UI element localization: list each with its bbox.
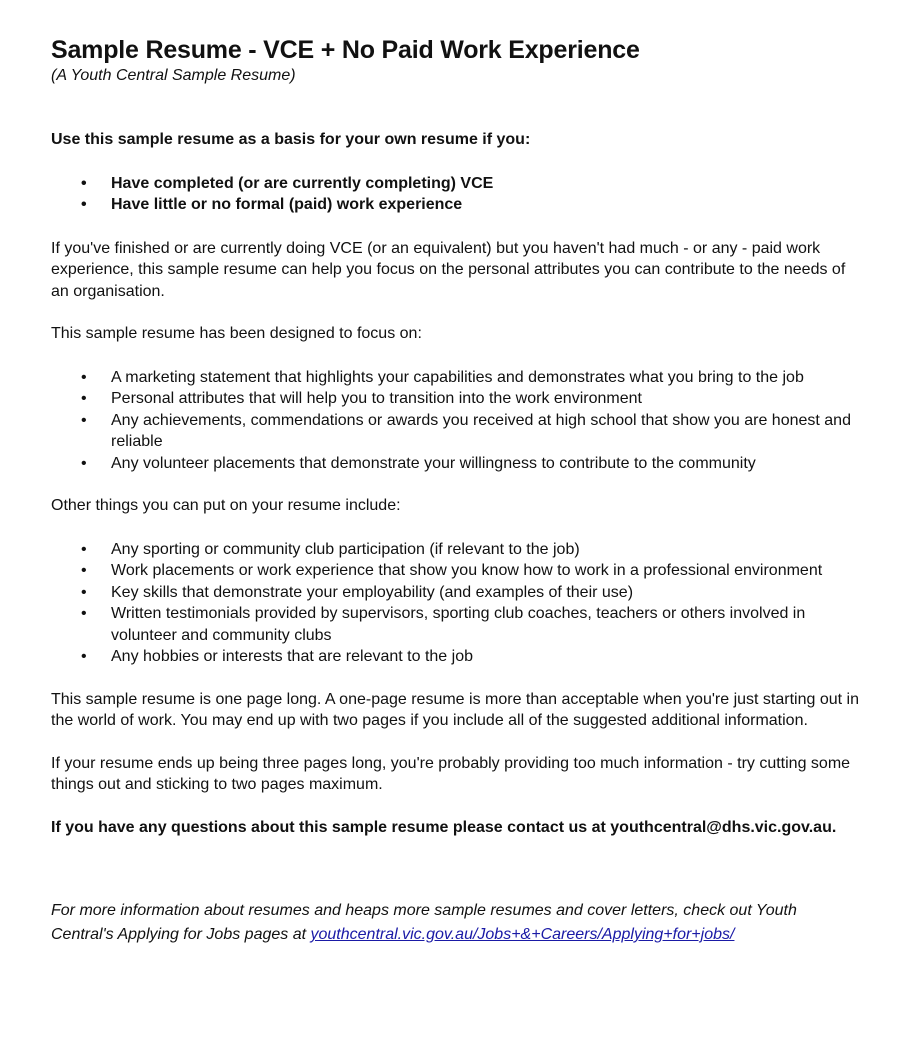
bullet-icon: • [81,540,87,558]
list-item: • Key skills that demonstrate your employability (and examples of their use) [51,582,861,604]
pages-paragraph: If your resume ends up being three pages long, you're probably providing too much information - try cutting some things out and sticking to two pages maximum. [51,754,851,793]
bullet-icon: • [81,648,87,665]
length-paragraph: This sample resume is one page long. A one-page resume is more than acceptable when you're just starting out in the world of work. You may end up with two pages if you include all of the suggested additional information. [51,690,859,729]
other-bullet-list [51,539,861,668]
other-heading: Other things you can put on your resume include: [51,497,401,514]
youth-central-jobs-link[interactable]: youthcentral.vic.gov.au/Jobs+&+Careers/Applying+for+jobs/ [310,926,735,943]
bullet-icon: • [81,174,87,192]
intro-heading: Use this sample resume as a basis for your own resume if you: [51,131,531,148]
bullet-icon: • [81,583,87,601]
footer-text: For more information about resumes and heaps more sample resumes and cover letters, check out Youth Central's Applying for Jobs pages at [51,902,797,943]
list-item: • Any sporting or community club participation (if relevant to the job) [51,539,861,561]
bullet-icon: • [81,605,87,622]
bullet-icon: • [81,411,87,429]
document-title: Sample Resume - VCE + No Paid Work Experience [51,36,640,64]
bullet-icon: • [81,390,87,407]
intro-bullet-list [51,173,861,216]
bullet-icon: • [81,562,87,579]
document-subtitle: (A Youth Central Sample Resume) [51,67,296,84]
contact-line: If you have any questions about this sample resume please contact us at youthcentral@dhs.vic.gov.au. [51,818,837,836]
bullet-icon: • [81,368,87,386]
list-item: • Any hobbies or interests that are relevant to the job [51,646,861,668]
list-item: • Written testimonials provided by supervisors, sporting club coaches, teachers or others involved in volunteer and community clubs [81,605,806,644]
bullet-icon: • [81,196,87,213]
document-page [51,34,861,947]
list-item: • Any achievements, commendations or awards you received at high school that show you are honest and reliable [81,411,851,450]
footer-paragraph [51,899,861,947]
list-item: • Personal attributes that will help you to transition into the work environment [51,388,861,410]
focus-heading: This sample resume has been designed to focus on: [51,325,422,342]
list-item: • A marketing statement that highlights your capabilities and demonstrates what you bring to the job [51,367,861,389]
focus-bullet-list [51,367,861,475]
bullet-icon: • [81,454,87,472]
list-item: • Have little or no formal (paid) work experience [51,194,861,216]
list-item: • Work placements or work experience that show you know how to work in a professional environment [51,560,861,582]
list-item: • Have completed (or are currently completing) VCE [51,173,861,195]
list-item: • Any volunteer placements that demonstrate your willingness to contribute to the community [51,453,861,475]
intro-paragraph: If you've finished or are currently doing VCE (or an equivalent) but you haven't had much - or any - paid work experience, this sample resume can help you focus on the personal attributes you can contribute to the needs of an organisation. [51,239,846,300]
